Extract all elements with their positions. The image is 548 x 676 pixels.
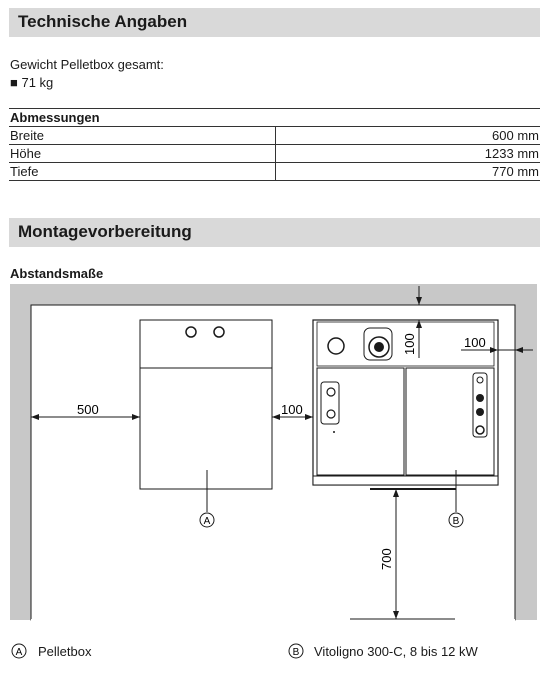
marker-a (200, 513, 214, 527)
row-label: Höhe (9, 145, 276, 163)
row-value: 600 mm (276, 127, 541, 145)
legend-marker-b-label: B (292, 647, 300, 658)
assembly-title: Montagevorbereitung (18, 222, 192, 241)
technical-title: Technische Angaben (18, 12, 188, 31)
dimensions-heading: Abmessungen (9, 109, 540, 127)
row-label: Breite (9, 127, 276, 145)
legend-text-a: Pelletbox (38, 644, 92, 659)
legend-marker-a-label: A (15, 647, 23, 658)
pelletbox (140, 320, 272, 489)
dim-top-label: 100 (402, 333, 417, 355)
dim-gap-label: 100 (281, 402, 303, 417)
marker-b (449, 513, 463, 527)
row-value: 770 mm (276, 163, 541, 181)
marker-b-label: B (452, 516, 460, 527)
row-value: 1233 mm (276, 145, 541, 163)
weight-label: Gewicht Pelletbox gesamt: (10, 57, 164, 72)
dim-front-label: 700 (379, 548, 394, 570)
marker-a-label: A (203, 516, 211, 527)
distance-subheading: Abstandsmaße (10, 266, 104, 281)
legend-marker-b (289, 644, 303, 658)
weight-value: ■ 71 kg (10, 75, 54, 90)
dim-right-label: 100 (464, 335, 486, 350)
dim-left-label: 500 (77, 402, 99, 417)
legend-text-b: Vitoligno 300-C, 8 bis 12 kW (314, 644, 478, 659)
row-label: Tiefe (9, 163, 276, 181)
legend-marker-a (12, 644, 26, 658)
